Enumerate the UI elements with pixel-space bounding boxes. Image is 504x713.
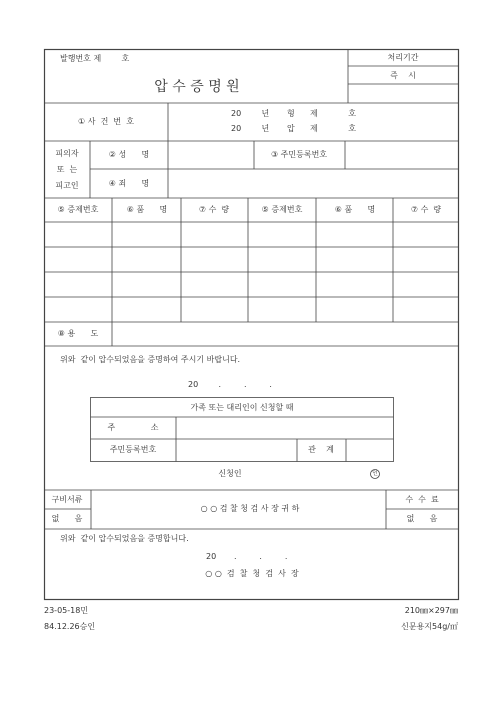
name-field[interactable]: [169, 142, 253, 168]
proxy-id-label: 주민등록번호: [109, 445, 157, 454]
processing-period-value: 즉 시: [390, 71, 416, 80]
header-quantity: ⑦ 수 량: [198, 205, 230, 214]
address-field[interactable]: [177, 418, 393, 438]
processing-period-label: 처리기간: [387, 53, 419, 62]
item-cell[interactable]: [182, 298, 247, 321]
paper-type: 신문용지54g/㎡: [401, 622, 458, 631]
relation-label: 관 계: [308, 445, 334, 454]
header-evidence-no: ⑤ 증제번호: [57, 205, 99, 214]
approval-date: 84.12.26승인: [44, 622, 96, 631]
header-item-name-2: ⑥ 품 명: [334, 205, 376, 214]
item-cell[interactable]: [46, 248, 111, 271]
item-cell[interactable]: [394, 298, 457, 321]
seal-label: 인: [372, 470, 378, 477]
resident-id-label: ③ 주민등록번호: [270, 150, 328, 159]
suspect-label-1: 피의자: [55, 149, 79, 158]
issuer: ○ ○ 검 찰 청 검 사 장: [205, 569, 299, 578]
case-number-line-2[interactable]: 20 년 압 제 호: [231, 124, 357, 133]
item-cell[interactable]: [317, 298, 392, 321]
request-date[interactable]: 20 . . .: [188, 380, 272, 389]
item-cell[interactable]: [317, 223, 392, 246]
item-cell[interactable]: [317, 248, 392, 271]
item-cell[interactable]: [113, 248, 180, 271]
request-sentence: 위와 같이 압수되었음을 증명하여 주시기 바랍니다.: [60, 355, 241, 364]
address-label: 주 소: [107, 423, 159, 432]
fee-label: 수 수 료: [405, 495, 439, 504]
item-cell[interactable]: [113, 223, 180, 246]
required-docs-label: 구비서류: [51, 495, 83, 504]
addressee: ○ ○ 검 찰 청 검 사 장 귀 하: [200, 504, 300, 513]
suspect-label-2: 또 는: [56, 165, 78, 174]
crime-field[interactable]: [169, 170, 458, 197]
purpose-field[interactable]: [113, 323, 458, 345]
header-item-name: ⑥ 품 명: [126, 205, 168, 214]
item-cell[interactable]: [113, 298, 180, 321]
item-cell[interactable]: [394, 273, 457, 296]
required-docs-value: 없 음: [51, 514, 83, 523]
certify-date: 20 . . .: [206, 552, 288, 561]
header-quantity-2: ⑦ 수 량: [410, 205, 442, 214]
item-cell[interactable]: [249, 248, 315, 271]
item-cell[interactable]: [317, 273, 392, 296]
case-number-line-1[interactable]: 20 년 형 제 호: [231, 109, 357, 118]
issue-number: 발행번호 제 호: [60, 54, 130, 63]
applicant-label: 신청인: [218, 469, 242, 478]
item-cell[interactable]: [182, 223, 247, 246]
case-number-label: ① 사 건 번 호: [78, 117, 134, 126]
proxy-header: 가족 또는 대리인이 신청할 때: [190, 403, 294, 412]
item-cell[interactable]: [113, 273, 180, 296]
purpose-label: ⑧ 용 도: [57, 329, 99, 338]
item-cell[interactable]: [249, 223, 315, 246]
certify-sentence: 위와 같이 압수되었음을 증명합니다.: [60, 534, 189, 543]
item-cell[interactable]: [182, 248, 247, 271]
form-number: 23-05-18민: [44, 606, 89, 615]
item-cell[interactable]: [394, 223, 457, 246]
resident-id-field[interactable]: [346, 142, 458, 168]
name-label: ② 성 명: [108, 150, 150, 159]
relation-field[interactable]: [347, 440, 393, 461]
suspect-label-3: 피고인: [55, 181, 79, 190]
proxy-id-field[interactable]: [177, 440, 296, 461]
item-cell[interactable]: [249, 298, 315, 321]
item-cell[interactable]: [46, 273, 111, 296]
item-cell[interactable]: [46, 298, 111, 321]
fee-value: 없 음: [406, 514, 438, 523]
paper-size: 210㎜×297㎜: [404, 606, 458, 615]
item-cell[interactable]: [394, 248, 457, 271]
item-cell[interactable]: [182, 273, 247, 296]
page-title: 압 수 증 명 원: [154, 79, 240, 95]
item-cell[interactable]: [249, 273, 315, 296]
header-evidence-no-2: ⑤ 증제번호: [261, 205, 303, 214]
item-cell[interactable]: [46, 223, 111, 246]
crime-label: ④ 죄 명: [108, 179, 150, 188]
